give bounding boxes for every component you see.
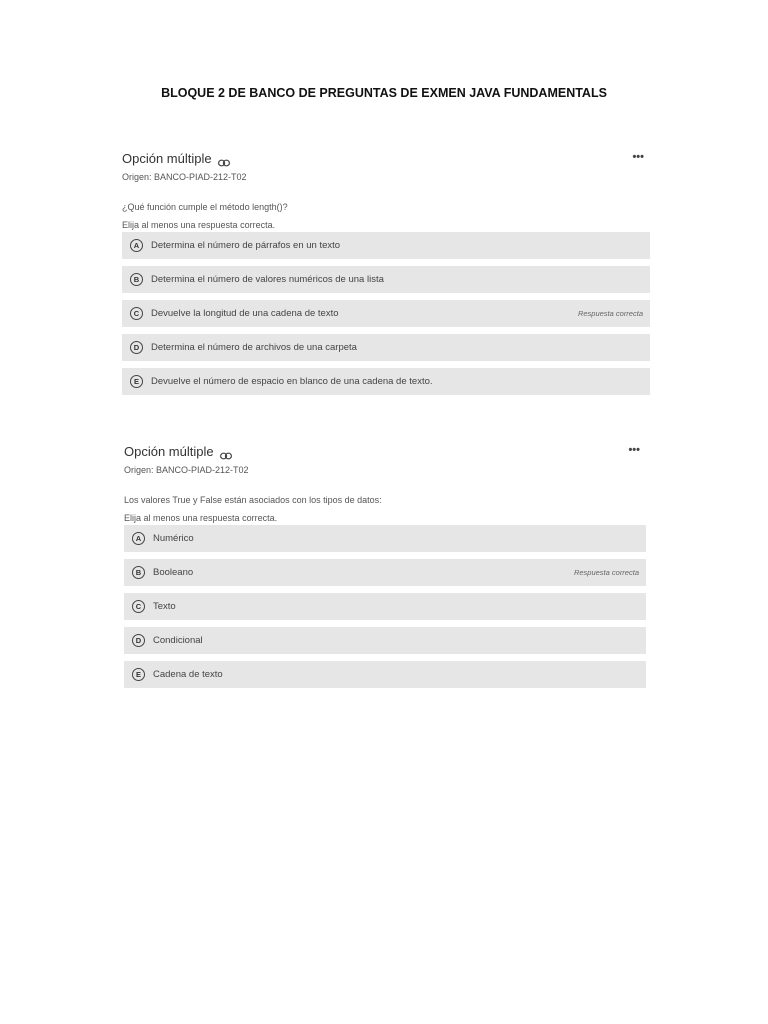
question-card-2 [124,443,646,695]
answer-option-e[interactable] [122,368,650,395]
option-letter-badge: A [132,532,145,545]
link-icon[interactable] [220,448,232,456]
answer-option-c[interactable] [122,300,650,327]
option-text: Condicional [153,635,203,646]
answer-options [122,232,650,395]
option-text: Devuelve la longitud de una cadena de texto [151,308,339,319]
option-letter-badge: E [132,668,145,681]
more-options-icon[interactable]: ••• [632,151,644,163]
answer-option-a[interactable] [122,232,650,259]
question-instruction: Elija al menos una respuesta correcta. [122,220,276,230]
option-letter-badge: D [130,341,143,354]
question-instruction: Elija al menos una respuesta correcta. [124,513,278,523]
question-text: ¿Qué función cumple el método length()? [122,202,288,212]
correct-answer-label: Respuesta correcta [577,309,643,318]
question-header [122,150,650,168]
answer-options [124,525,646,688]
option-text: Devuelve el número de espacio en blanco de una cadena de texto. [151,376,433,387]
answer-option-d[interactable] [122,334,650,361]
answer-option-e[interactable] [124,661,646,688]
question-type [124,444,232,459]
answer-option-d[interactable] [124,627,646,654]
option-letter-badge: C [132,600,145,613]
link-icon[interactable] [218,155,230,163]
question-text: Los valores True y False están asociados con los tipos de datos: [124,495,382,505]
option-letter-badge: A [130,239,143,252]
option-text: Determina el número de valores numéricos de una lista [151,274,384,285]
answer-option-a[interactable] [124,525,646,552]
question-type-label: Opción múltiple [124,444,214,459]
option-text: Cadena de texto [153,669,223,680]
option-text: Determina el número de archivos de una carpeta [151,342,357,353]
option-text: Numérico [153,533,194,544]
more-options-icon[interactable]: ••• [628,444,640,456]
option-letter-badge: D [132,634,145,647]
option-text: Determina el número de párrafos en un texto [151,240,341,251]
option-letter-badge: B [130,273,143,286]
question-type-label: Opción múltiple [122,151,212,166]
option-letter-badge: E [130,375,143,388]
answer-option-c[interactable] [124,593,646,620]
document-title: BLOQUE 2 DE BANCO DE PREGUNTAS DE EXMEN JAVA FUNDAMENTALS [161,86,607,100]
option-text: Texto [153,601,176,612]
option-letter-badge: C [130,307,143,320]
question-origin: Origen: BANCO-PIAD-212-T02 [122,172,247,182]
correct-answer-label: Respuesta correcta [573,568,639,577]
option-text: Booleano [153,567,194,578]
question-origin: Origen: BANCO-PIAD-212-T02 [124,465,249,475]
question-header [124,443,646,461]
answer-option-b[interactable] [122,266,650,293]
answer-option-b[interactable] [124,559,646,586]
question-type [122,151,230,166]
option-letter-badge: B [132,566,145,579]
question-card-1 [122,150,650,402]
